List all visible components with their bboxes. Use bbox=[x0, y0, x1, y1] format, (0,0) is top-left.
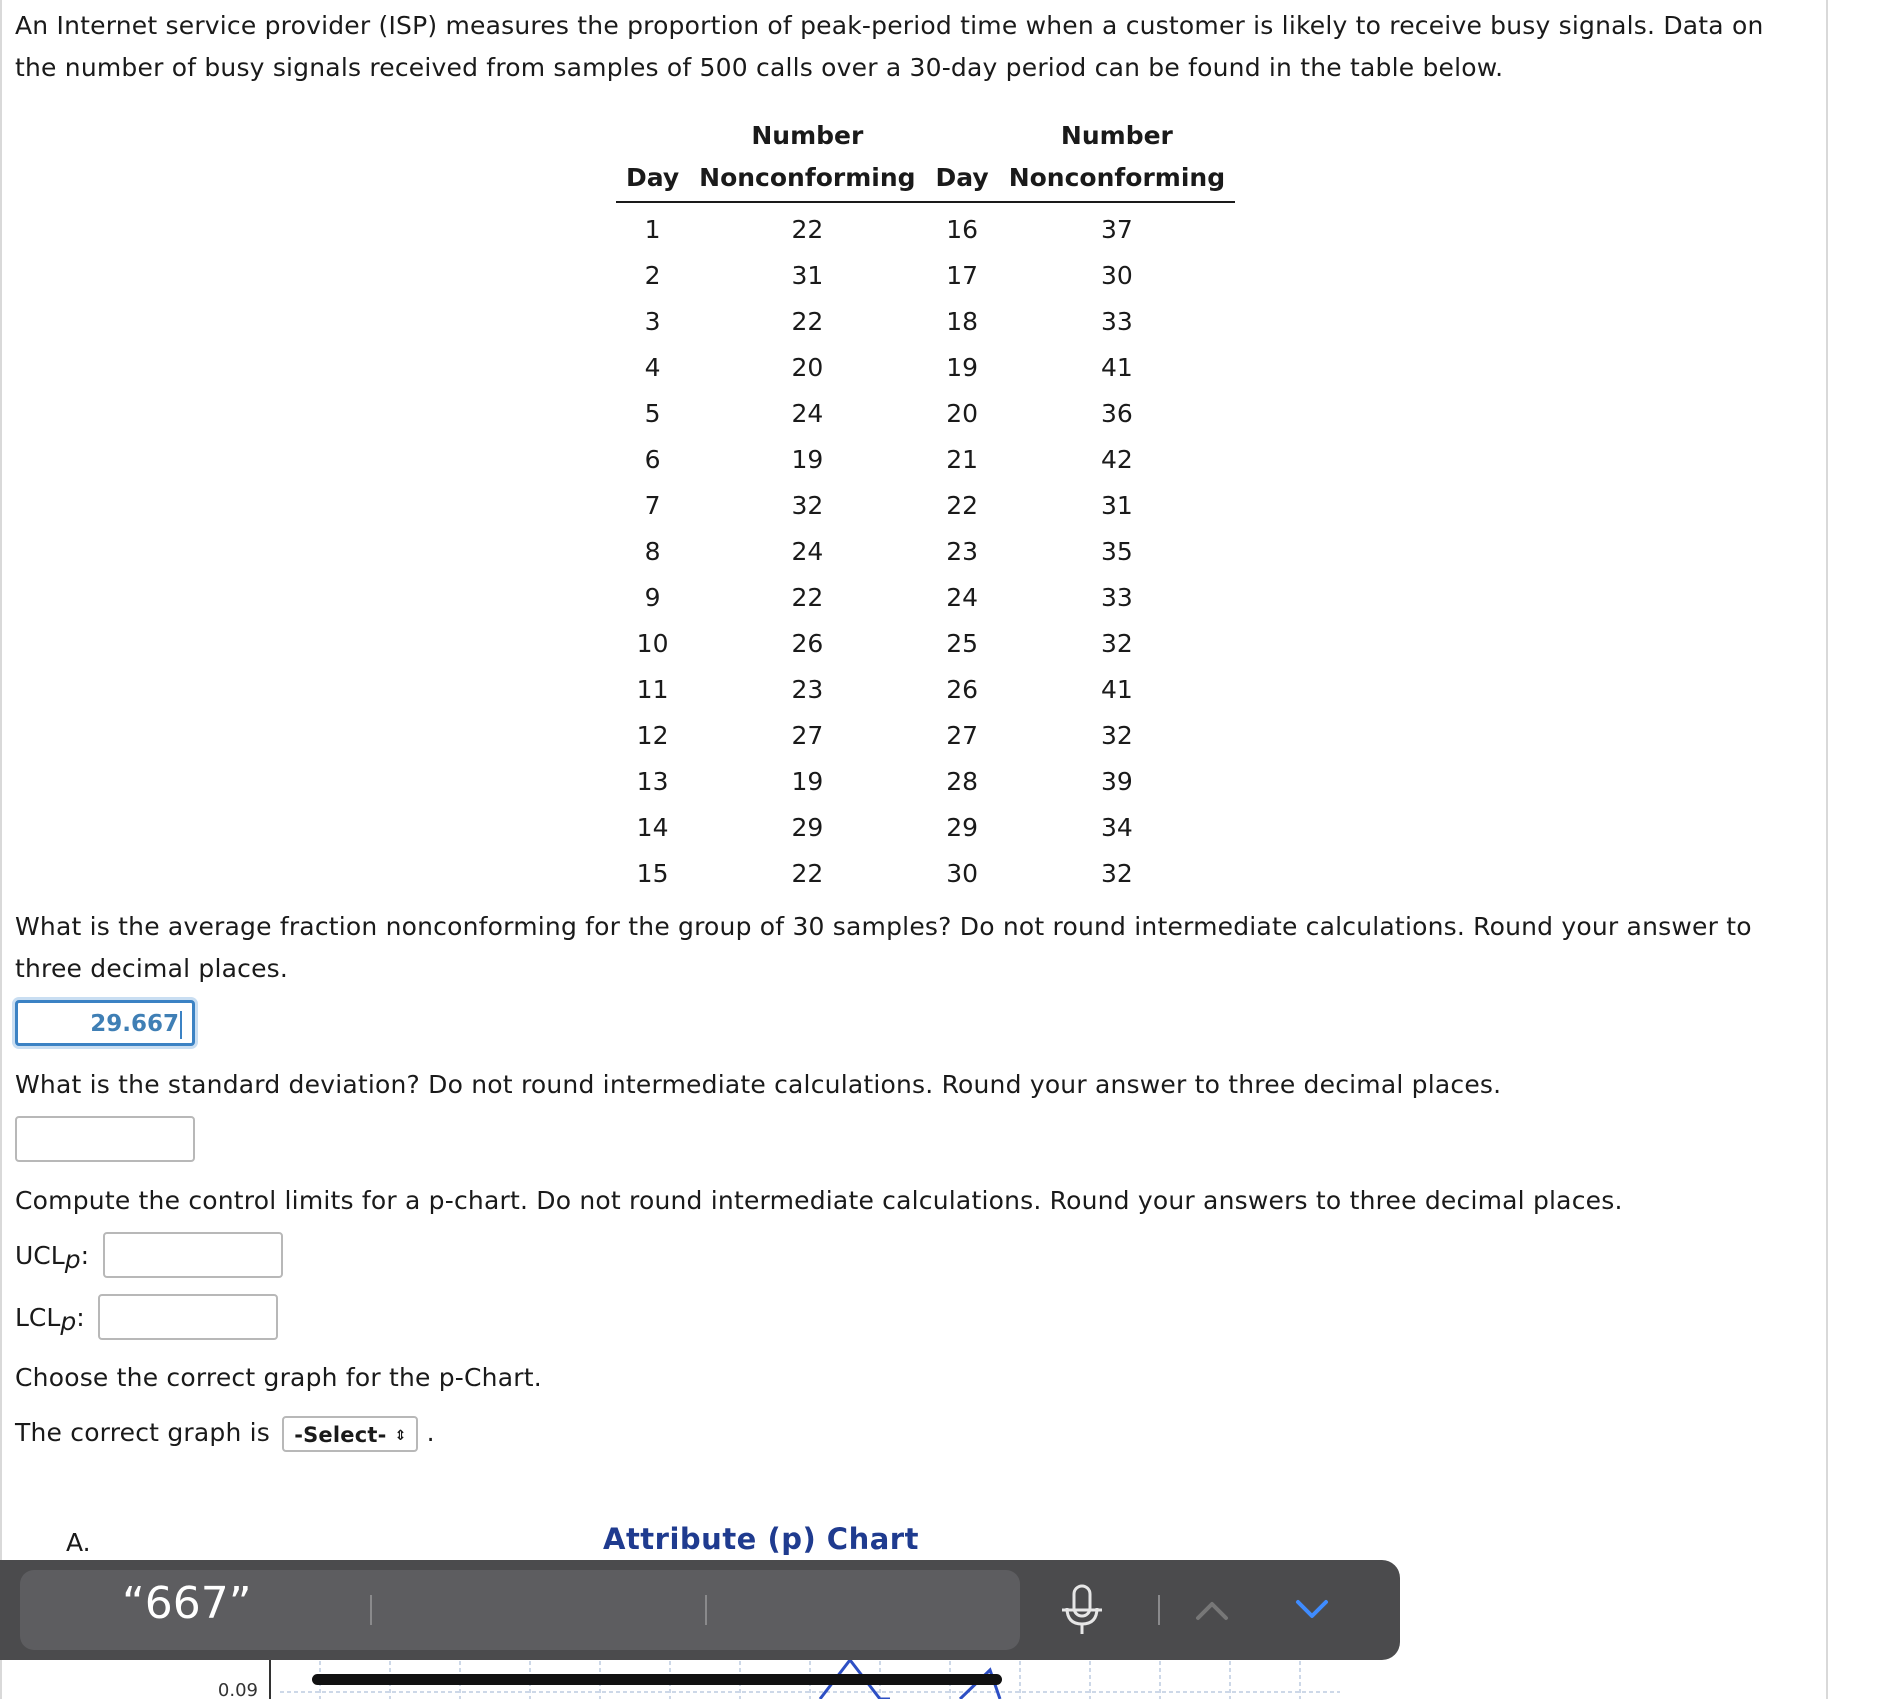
table-cell: 13 bbox=[636, 767, 669, 796]
table-cell: 35 bbox=[1100, 537, 1133, 566]
table-cell: 32 bbox=[791, 491, 824, 520]
table-cell: 30 bbox=[946, 859, 979, 888]
table-cell: 41 bbox=[1100, 675, 1133, 704]
table-cell: 33 bbox=[1100, 583, 1133, 612]
table-header-day-2: Day bbox=[926, 157, 999, 202]
dictation-separator bbox=[370, 1595, 372, 1625]
average-fraction-input[interactable] bbox=[15, 1000, 195, 1046]
table-row bbox=[616, 529, 1235, 575]
table-cell: 27 bbox=[791, 721, 824, 750]
graph-select-value: -Select- bbox=[294, 1423, 387, 1447]
table-header-top-1 bbox=[616, 115, 689, 157]
table-cell: 22 bbox=[791, 859, 824, 888]
table-row bbox=[616, 483, 1235, 529]
table-header-day-1: Day bbox=[616, 157, 689, 202]
table-cell: 20 bbox=[791, 353, 824, 382]
table-cell: 29 bbox=[791, 813, 824, 842]
table-cell: 32 bbox=[1100, 629, 1133, 658]
problem-intro: An Internet service provider (ISP) measures the proportion of peak-period time when a customer is likely to receive busy signals. Data on the number of busy signals received from samples of 500 calls over a 30-day period can be found in the table below. bbox=[15, 11, 1764, 82]
table-cell: 37 bbox=[1100, 215, 1133, 244]
question-choose-graph: Choose the correct graph for the p-Chart. bbox=[15, 1363, 542, 1392]
table-cell: 18 bbox=[946, 307, 979, 336]
graph-select-dropdown[interactable] bbox=[282, 1416, 418, 1452]
table-cell: 28 bbox=[946, 767, 979, 796]
table-row bbox=[616, 759, 1235, 805]
table-cell: 6 bbox=[644, 445, 661, 474]
table-cell: 31 bbox=[1100, 491, 1133, 520]
table-cell: 11 bbox=[636, 675, 669, 704]
microphone-icon[interactable] bbox=[1062, 1584, 1102, 1636]
table-cell: 22 bbox=[791, 583, 824, 612]
table-header-nonconforming-1: Nonconforming bbox=[689, 157, 925, 202]
table-header-top-3 bbox=[926, 115, 999, 157]
table-cell: 22 bbox=[791, 215, 824, 244]
chevron-up-icon[interactable] bbox=[1192, 1590, 1232, 1630]
table-cell: 20 bbox=[946, 399, 979, 428]
table-cell: 33 bbox=[1100, 307, 1133, 336]
table-cell: 19 bbox=[791, 767, 824, 796]
table-header-top-2: Number bbox=[751, 121, 864, 150]
table-cell: 19 bbox=[791, 445, 824, 474]
table-cell: 17 bbox=[946, 261, 979, 290]
table-cell: 19 bbox=[946, 353, 979, 382]
table-cell: 23 bbox=[791, 675, 824, 704]
table-cell: 27 bbox=[946, 721, 979, 750]
lcl-subscript: p bbox=[60, 1307, 77, 1336]
table-cell: 32 bbox=[1100, 721, 1133, 750]
table-cell: 22 bbox=[946, 491, 979, 520]
table-row bbox=[616, 253, 1235, 299]
dictation-bar bbox=[0, 1560, 1400, 1660]
table-header-nonconforming-2: Nonconforming bbox=[999, 157, 1235, 202]
ucl-input[interactable] bbox=[103, 1232, 283, 1278]
graph-select-prefix: The correct graph is bbox=[15, 1418, 271, 1447]
ucl-label bbox=[15, 1235, 89, 1281]
right-border bbox=[1826, 0, 1828, 1699]
table-cell: 21 bbox=[946, 445, 979, 474]
table-cell: 24 bbox=[791, 537, 824, 566]
table-cell: 25 bbox=[946, 629, 979, 658]
ucl-colon: : bbox=[80, 1241, 89, 1270]
table-cell: 39 bbox=[1100, 767, 1133, 796]
table-row bbox=[616, 299, 1235, 345]
table-cell: 14 bbox=[636, 813, 669, 842]
table-cell: 8 bbox=[644, 537, 661, 566]
left-border bbox=[0, 0, 2, 1699]
standard-deviation-input[interactable] bbox=[15, 1116, 195, 1162]
graph-select-suffix: . bbox=[426, 1418, 435, 1447]
table-cell: 36 bbox=[1100, 399, 1133, 428]
lcl-label bbox=[15, 1297, 85, 1343]
chart-title: Attribute (p) Chart bbox=[603, 1522, 919, 1556]
dictation-separator bbox=[705, 1595, 707, 1625]
table-cell: 9 bbox=[644, 583, 661, 612]
ucl-label-text: UCL bbox=[15, 1241, 65, 1270]
table-row bbox=[616, 621, 1235, 667]
table-cell: 32 bbox=[1100, 859, 1133, 888]
table-cell: 41 bbox=[1100, 353, 1133, 382]
table-cell: 42 bbox=[1100, 445, 1133, 474]
table-header-top-4: Number bbox=[1060, 121, 1173, 150]
table-row bbox=[616, 391, 1235, 437]
dictation-separator bbox=[1158, 1595, 1160, 1625]
lcl-input[interactable] bbox=[98, 1294, 278, 1340]
ucl-subscript: p bbox=[64, 1245, 81, 1274]
table-row bbox=[616, 575, 1235, 621]
chevron-up-down-icon: ⇕ bbox=[394, 1428, 407, 1444]
table-cell: 23 bbox=[946, 537, 979, 566]
table-row bbox=[616, 345, 1235, 391]
table-cell: 26 bbox=[791, 629, 824, 658]
data-table bbox=[616, 115, 1235, 897]
table-cell: 15 bbox=[636, 859, 669, 888]
table-row bbox=[616, 437, 1235, 483]
table-cell: 31 bbox=[791, 261, 824, 290]
home-indicator[interactable] bbox=[312, 1674, 1002, 1685]
text-caret bbox=[180, 1011, 182, 1039]
table-cell: 7 bbox=[644, 491, 661, 520]
lcl-colon: : bbox=[76, 1303, 85, 1332]
table-cell: 2 bbox=[644, 261, 661, 290]
table-cell: 16 bbox=[946, 215, 979, 244]
table-cell: 10 bbox=[636, 629, 669, 658]
table-body bbox=[616, 202, 1235, 897]
graph-select-line bbox=[15, 1412, 1805, 1454]
lcl-label-text: LCL bbox=[15, 1303, 61, 1332]
average-fraction-value: 29.667 bbox=[90, 1011, 179, 1037]
table-cell: 29 bbox=[946, 813, 979, 842]
graph-option-a-label: A. bbox=[66, 1528, 91, 1557]
table-row bbox=[616, 667, 1235, 713]
table-cell: 34 bbox=[1100, 813, 1133, 842]
table-row bbox=[616, 851, 1235, 897]
table-cell: 3 bbox=[644, 307, 661, 336]
chart-tick-label-0-09: 0.09 bbox=[217, 1680, 258, 1699]
question-average-fraction: What is the average fraction nonconforming for the group of 30 samples? Do not round intermediate calculations. Round your answer to three decimal places. bbox=[15, 912, 1752, 983]
table-cell: 4 bbox=[644, 353, 661, 382]
question-control-limits: Compute the control limits for a p-chart. Do not round intermediate calculations. Round your answers to three decimal places. bbox=[15, 1186, 1623, 1215]
table-cell: 12 bbox=[636, 721, 669, 750]
table-cell: 30 bbox=[1100, 261, 1133, 290]
question-standard-deviation: What is the standard deviation? Do not round intermediate calculations. Round your answer to three decimal places. bbox=[15, 1070, 1502, 1099]
table-cell: 1 bbox=[644, 215, 661, 244]
table-cell: 22 bbox=[791, 307, 824, 336]
table-cell: 24 bbox=[946, 583, 979, 612]
chevron-down-icon[interactable] bbox=[1292, 1590, 1332, 1630]
table-row bbox=[616, 202, 1235, 253]
dictation-text: “667” bbox=[122, 1578, 252, 1629]
table-cell: 24 bbox=[791, 399, 824, 428]
table-cell: 26 bbox=[946, 675, 979, 704]
table-cell: 5 bbox=[644, 399, 661, 428]
table-row bbox=[616, 805, 1235, 851]
table-row bbox=[616, 713, 1235, 759]
